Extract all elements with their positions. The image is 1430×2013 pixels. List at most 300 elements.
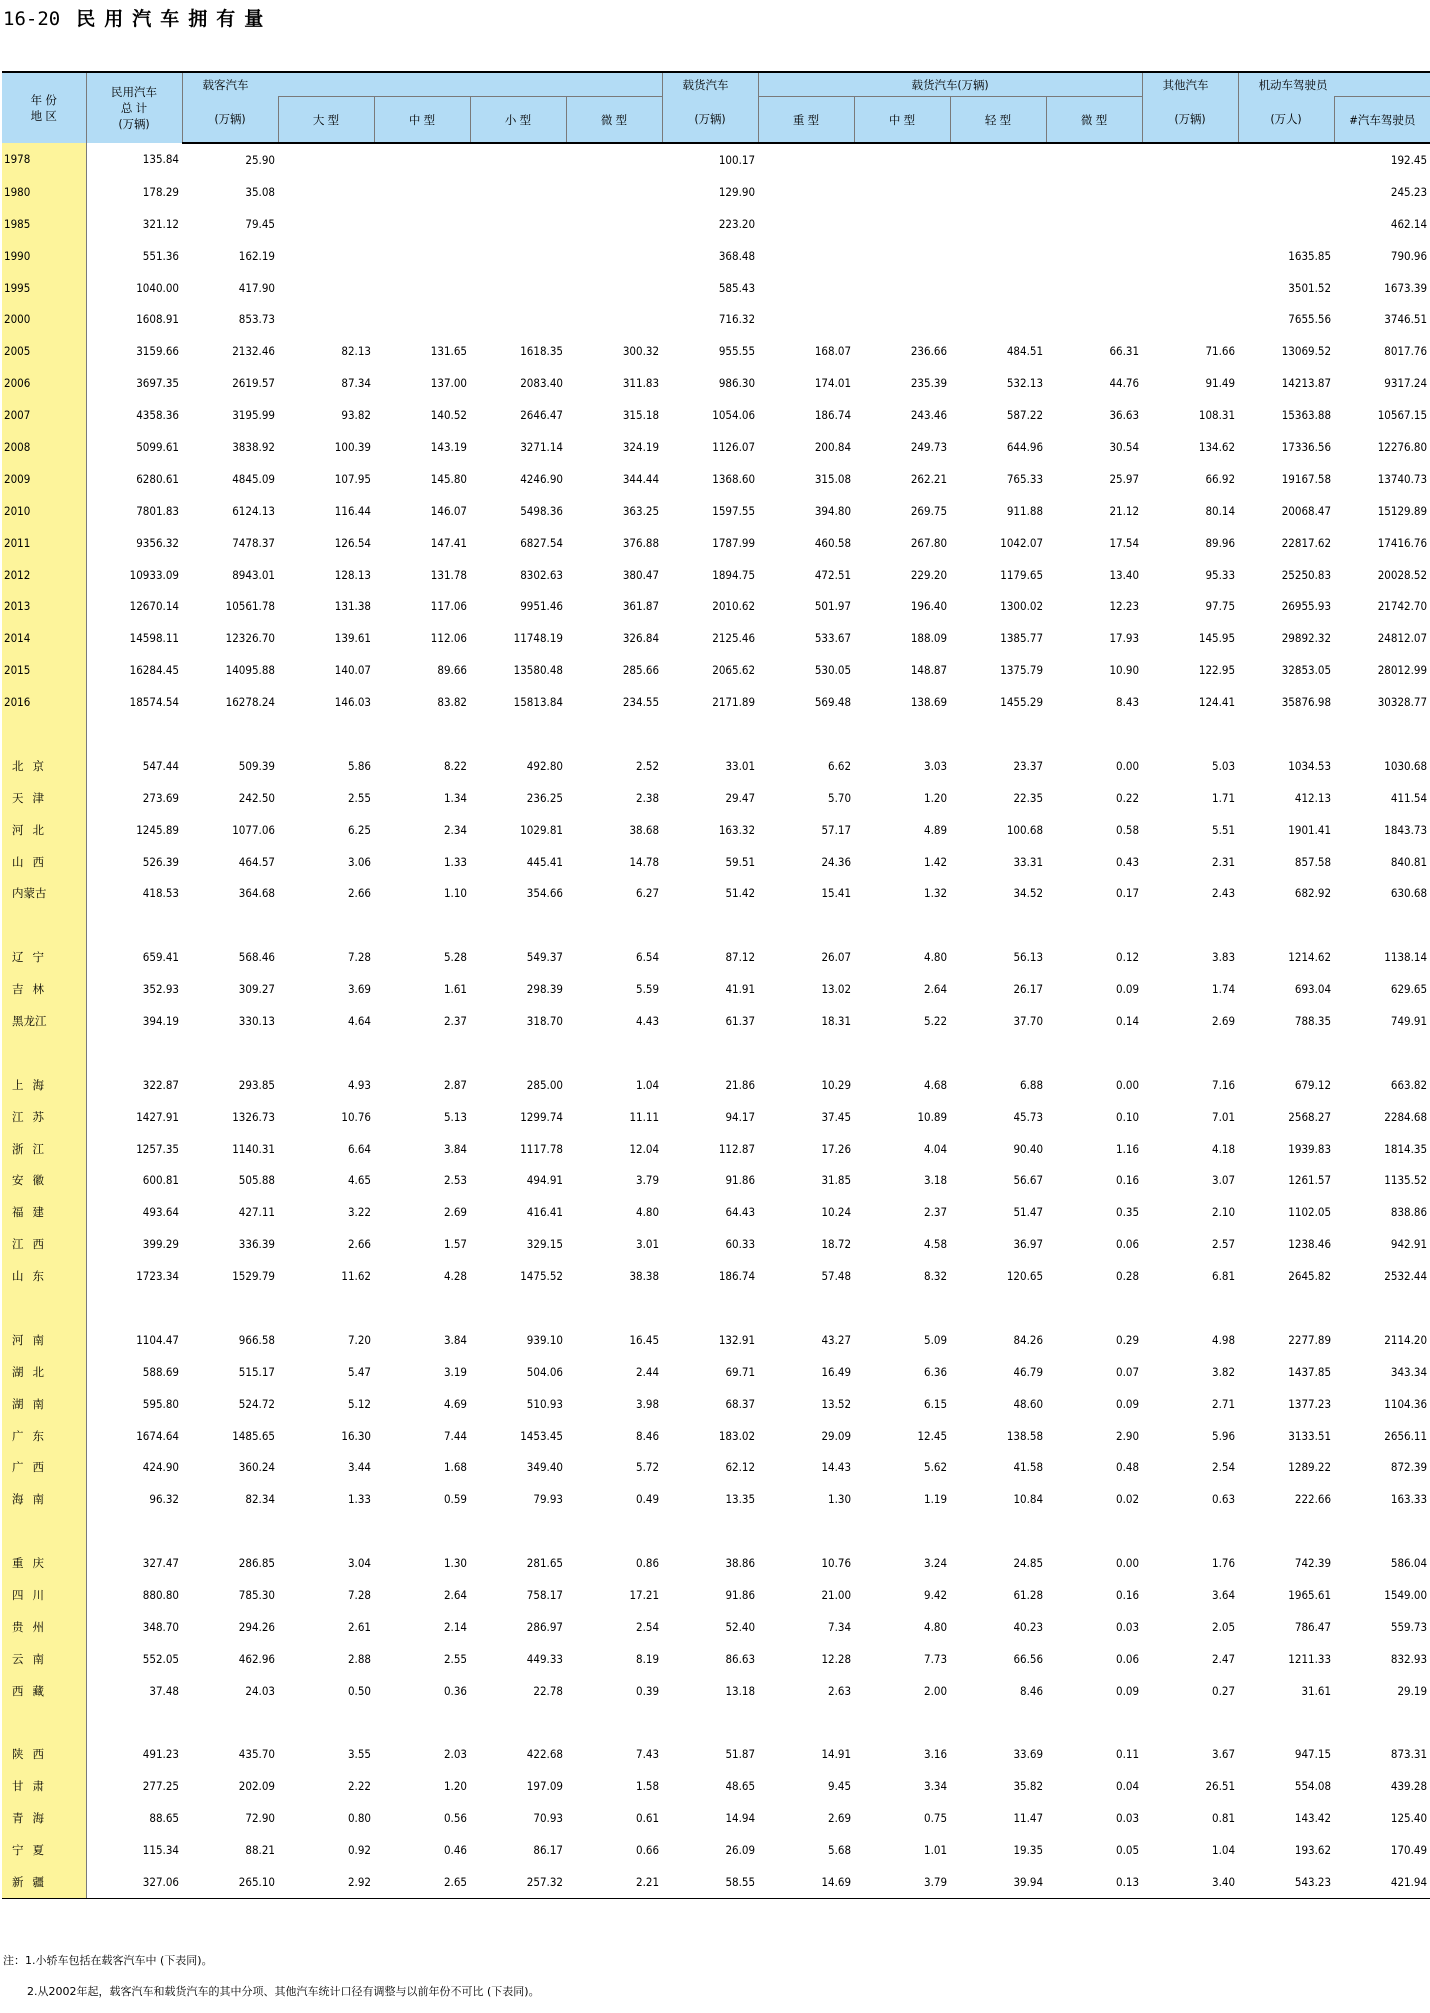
table-cell: 315.18	[622, 408, 660, 423]
table-cell: 10933.09	[129, 567, 179, 582]
table-cell: 460.58	[814, 535, 852, 550]
table-cell: 95.33	[1205, 567, 1236, 582]
table-cell: 2.54	[636, 1619, 660, 1634]
row-label: 江西	[2, 1228, 86, 1260]
table-cell	[758, 1037, 854, 1069]
footnotes	[3, 1945, 540, 2007]
table-cell: 8.46	[1020, 1683, 1044, 1698]
table-cell	[1142, 1515, 1238, 1547]
header-year-region	[2, 72, 86, 143]
table-cell: 5.70	[828, 790, 852, 805]
table-cell: 91.49	[1205, 376, 1236, 391]
table-cell: 222.66	[1294, 1492, 1332, 1507]
table-cell: 1140.31	[232, 1141, 275, 1156]
table-cell: 1135.52	[1384, 1173, 1428, 1188]
table-cell: 112.87	[718, 1141, 756, 1156]
header-total-unit: (万辆)	[118, 117, 150, 131]
table-cell: 4.18	[1212, 1141, 1236, 1156]
table-cell: 8.19	[636, 1651, 660, 1666]
table-cell: 1.34	[443, 790, 467, 805]
table-cell	[470, 303, 566, 335]
table-cell: 0.13	[1046, 1866, 1142, 1898]
table-cell: 2284.68	[1384, 1109, 1428, 1124]
table-cell: 1618.35	[520, 344, 563, 359]
table-cell: 40.23	[1013, 1619, 1044, 1634]
spacer-row	[2, 718, 1430, 750]
table-cell: 955.55	[718, 344, 756, 359]
table-row	[2, 399, 1430, 431]
table-cell: 18.72	[821, 1237, 852, 1252]
table-cell: 3746.51	[1384, 312, 1428, 327]
table-cell: 38.86	[725, 1556, 756, 1571]
table-cell: 6.25	[347, 822, 371, 837]
table-cell: 140.52	[430, 408, 467, 423]
table-cell: 8943.01	[232, 567, 275, 582]
table-cell: 286.85	[238, 1556, 275, 1571]
table-cell: 439.28	[1390, 1779, 1428, 1794]
table-cell: 14.69	[758, 1866, 854, 1898]
table-cell: 327.06	[86, 1866, 182, 1898]
row-label: 2006	[2, 367, 86, 399]
table-cell: 22817.62	[1281, 535, 1332, 550]
table-cell: 8.32	[924, 1269, 948, 1284]
table-cell: 1179.65	[1000, 567, 1044, 582]
table-cell: 24.36	[821, 854, 852, 869]
table-cell: 5.03	[1212, 758, 1236, 773]
table-cell: 7.44	[443, 1428, 467, 1443]
table-cell	[854, 303, 950, 335]
table-cell: 1.33	[347, 1492, 371, 1507]
table-cell: 62.12	[725, 1460, 756, 1475]
row-label: 山西	[2, 846, 86, 878]
table-cell: 449.33	[526, 1651, 563, 1666]
table-cell: 89.66	[437, 663, 467, 678]
spacer-row	[2, 1292, 1430, 1324]
table-cell: 14598.11	[129, 631, 179, 646]
table-cell	[950, 272, 1046, 304]
table-cell: 416.41	[526, 1205, 563, 1220]
table-cell: 56.13	[1013, 950, 1044, 965]
row-label: 陕西	[2, 1739, 86, 1771]
table-cell: 2.53	[443, 1173, 467, 1188]
table-cell: 126.54	[334, 535, 371, 550]
header-passenger-unit: (万辆)	[182, 97, 278, 144]
table-cell: 234.55	[622, 695, 660, 710]
table-cell: 7478.37	[232, 535, 275, 550]
table-cell: 15363.88	[1281, 408, 1332, 423]
table-cell: 5.72	[636, 1460, 660, 1475]
table-cell	[1334, 1037, 1430, 1069]
table-cell: 61.28	[1013, 1588, 1044, 1603]
table-cell: 9951.46	[520, 599, 563, 614]
table-cell	[1046, 303, 1142, 335]
table-cell: 2.47	[1212, 1651, 1236, 1666]
table-row	[2, 559, 1430, 591]
table-cell: 48.65	[725, 1779, 756, 1794]
table-cell: 1.58	[636, 1779, 660, 1794]
table-cell: 0.75	[924, 1811, 948, 1826]
table-cell	[854, 272, 950, 304]
table-cell: 3.64	[1212, 1588, 1236, 1603]
table-cell: 145.80	[430, 471, 467, 486]
table-cell: 125.40	[1390, 1811, 1428, 1826]
table-cell: 35.82	[1013, 1779, 1044, 1794]
table-cell: 7801.83	[136, 503, 179, 518]
table-cell: 39.94	[950, 1866, 1046, 1898]
table-cell	[278, 1037, 374, 1069]
table-cell: 178.29	[142, 184, 179, 199]
table-cell: 112.06	[430, 631, 467, 646]
table-cell: 22.35	[1013, 790, 1044, 805]
header-other-group: 其他汽车	[1142, 72, 1238, 97]
table-cell: 2010.62	[712, 599, 756, 614]
table-cell: 1138.14	[1384, 950, 1428, 965]
table-cell: 0.07	[1116, 1364, 1140, 1379]
table-cell: 286.97	[526, 1619, 563, 1634]
table-cell: 163.33	[1390, 1492, 1428, 1507]
header-truck-medium: 中 型	[854, 97, 950, 144]
table-cell: 1077.06	[232, 822, 275, 837]
table-cell: 6.15	[924, 1396, 948, 1411]
row-label: 2007	[2, 399, 86, 431]
table-cell: 494.91	[526, 1173, 563, 1188]
table-cell: 1257.35	[136, 1141, 179, 1156]
table-cell	[950, 208, 1046, 240]
table-cell: 139.61	[334, 631, 371, 646]
table-cell: 1529.79	[232, 1269, 275, 1284]
row-label: 新疆	[2, 1866, 86, 1898]
table-cell: 265.10	[182, 1866, 278, 1898]
table-cell: 20068.47	[1281, 503, 1332, 518]
table-cell: 100.39	[334, 439, 371, 454]
table-cell: 5.62	[924, 1460, 948, 1475]
table-cell: 6124.13	[232, 503, 275, 518]
table-cell: 0.39	[636, 1683, 660, 1698]
table-cell: 16.45	[629, 1332, 660, 1347]
table-cell: 2.71	[1212, 1396, 1236, 1411]
table-cell: 0.00	[1116, 1077, 1140, 1092]
table-cell: 0.59	[443, 1492, 467, 1507]
table-cell: 13.18	[725, 1683, 756, 1698]
table-row	[2, 686, 1430, 718]
table-cell: 10.89	[917, 1109, 948, 1124]
table-cell: 236.25	[526, 790, 563, 805]
table-cell: 14.94	[725, 1811, 756, 1826]
table-row	[2, 143, 1430, 176]
table-cell: 4246.90	[520, 471, 563, 486]
table-cell: 554.08	[1294, 1779, 1332, 1794]
table-cell: 1368.60	[712, 471, 756, 486]
table-cell	[1142, 1707, 1238, 1739]
table-cell: 34.52	[1013, 886, 1044, 901]
table-cell	[662, 1037, 758, 1069]
table-cell: 326.84	[622, 631, 660, 646]
table-row	[2, 1611, 1430, 1643]
table-cell	[278, 143, 374, 176]
table-row	[2, 1356, 1430, 1388]
table-cell: 21.12	[1109, 503, 1140, 518]
row-label: 西藏	[2, 1675, 86, 1707]
table-cell: 4358.36	[136, 408, 179, 423]
table-cell: 31.61	[1301, 1683, 1332, 1698]
row-label: 辽宁	[2, 941, 86, 973]
table-cell: 88.65	[149, 1811, 179, 1826]
table-cell: 4.93	[347, 1077, 371, 1092]
table-cell: 0.11	[1116, 1747, 1140, 1762]
table-cell: 0.56	[443, 1811, 467, 1826]
table-row	[2, 1483, 1430, 1515]
table-cell	[1142, 718, 1238, 750]
table-cell: 1.57	[443, 1237, 467, 1252]
table-cell: 15129.89	[1377, 503, 1428, 518]
table-cell: 2.14	[443, 1619, 467, 1634]
table-cell: 1.04	[1212, 1843, 1236, 1858]
table-cell: 3.55	[347, 1747, 371, 1762]
table-row	[2, 1165, 1430, 1197]
table-cell: 939.10	[526, 1332, 563, 1347]
table-cell: 1.32	[924, 886, 948, 901]
table-cell: 14.91	[821, 1747, 852, 1762]
table-cell	[1046, 718, 1142, 750]
table-cell: 3.44	[347, 1460, 371, 1475]
table-cell: 1289.22	[1288, 1460, 1332, 1475]
table-cell: 1326.73	[232, 1109, 275, 1124]
table-cell	[950, 1292, 1046, 1324]
table-cell: 785.30	[238, 1588, 275, 1603]
table-cell: 5.86	[347, 758, 371, 773]
table-cell	[1334, 1707, 1430, 1739]
table-cell	[182, 1515, 278, 1547]
table-cell: 2.87	[443, 1077, 467, 1092]
table-cell: 2619.57	[232, 376, 275, 391]
table-cell: 108.31	[1198, 408, 1236, 423]
table-cell: 663.82	[1390, 1077, 1428, 1092]
table-cell: 322.87	[142, 1077, 179, 1092]
row-label: 1980	[2, 176, 86, 208]
table-cell: 29.47	[725, 790, 756, 805]
row-label: 甘肃	[2, 1770, 86, 1802]
table-cell: 13.40	[1109, 567, 1140, 582]
header-total	[86, 72, 182, 143]
table-cell	[374, 143, 470, 176]
table-cell: 1.76	[1212, 1556, 1236, 1571]
table-cell: 2.44	[636, 1364, 660, 1379]
table-cell: 21742.70	[1377, 599, 1428, 614]
table-cell: 462.14	[1390, 216, 1428, 231]
table-number: 16-20	[3, 8, 61, 30]
table-cell	[1046, 1707, 1142, 1739]
table-cell: 853.73	[238, 312, 275, 327]
table-cell	[1334, 1292, 1430, 1324]
table-cell	[86, 1515, 182, 1547]
spacer-row	[2, 1515, 1430, 1547]
table-cell	[1142, 240, 1238, 272]
table-cell	[662, 1292, 758, 1324]
table-cell: 524.72	[238, 1396, 275, 1411]
table-row	[2, 1802, 1430, 1834]
table-cell: 298.39	[526, 982, 563, 997]
table-cell: 0.12	[1116, 950, 1140, 965]
table-cell: 435.70	[238, 1747, 275, 1762]
header-passenger-group: 载客汽车	[182, 72, 662, 97]
table-cell	[278, 1707, 374, 1739]
header-truck-group: 载货汽车(万辆)	[758, 72, 1142, 97]
table-row	[2, 335, 1430, 367]
table-cell: 1.74	[1212, 982, 1236, 997]
table-cell: 0.36	[443, 1683, 467, 1698]
table-cell: 1.19	[924, 1492, 948, 1507]
table-cell	[374, 718, 470, 750]
table-cell: 12326.70	[225, 631, 275, 646]
table-cell	[854, 1037, 950, 1069]
table-cell: 1673.39	[1384, 280, 1428, 295]
table-cell	[1238, 1707, 1334, 1739]
table-row	[2, 240, 1430, 272]
table-name: 民用汽车拥有量	[76, 8, 273, 30]
table-cell	[1142, 303, 1238, 335]
table-cell: 2.69	[443, 1205, 467, 1220]
table-row	[2, 1228, 1430, 1260]
table-cell: 3.84	[443, 1332, 467, 1347]
table-cell: 510.93	[526, 1396, 563, 1411]
table-cell: 568.46	[238, 950, 275, 965]
table-cell: 3.79	[636, 1173, 660, 1188]
table-cell: 12670.14	[129, 599, 179, 614]
table-cell: 17416.76	[1377, 535, 1428, 550]
table-cell: 60.33	[725, 1237, 756, 1252]
header-total-line2: 总 计	[120, 101, 148, 115]
table-cell: 0.29	[1116, 1332, 1140, 1347]
table-cell: 4.43	[636, 1013, 660, 1028]
table-cell: 66.92	[1205, 471, 1236, 486]
table-cell: 947.15	[1294, 1747, 1332, 1762]
table-cell	[854, 1515, 950, 1547]
table-cell: 168.07	[814, 344, 852, 359]
table-cell: 8302.63	[520, 567, 563, 582]
table-cell: 3133.51	[1288, 1428, 1332, 1443]
table-cell	[1142, 143, 1238, 176]
table-cell: 3.03	[924, 758, 948, 773]
table-cell: 394.80	[814, 503, 852, 518]
table-cell: 742.39	[1294, 1556, 1332, 1571]
table-cell: 749.91	[1390, 1013, 1428, 1028]
table-cell: 2.66	[347, 1237, 371, 1252]
table-cell: 445.41	[526, 854, 563, 869]
table-cell	[374, 272, 470, 304]
row-label: 湖南	[2, 1388, 86, 1420]
table-cell	[182, 1292, 278, 1324]
table-cell	[86, 1292, 182, 1324]
table-cell: 424.90	[142, 1460, 179, 1475]
header-truck-total-unit: (万辆)	[662, 97, 758, 144]
table-cell: 1.61	[443, 982, 467, 997]
table-row	[2, 1005, 1430, 1037]
table-cell: 37.70	[1013, 1013, 1044, 1028]
table-cell: 418.53	[142, 886, 179, 901]
table-cell	[1046, 176, 1142, 208]
row-label: 1978	[2, 143, 86, 176]
table-cell: 318.70	[526, 1013, 563, 1028]
vehicle-table	[2, 71, 1430, 1899]
row-label: 广西	[2, 1452, 86, 1484]
table-cell	[566, 272, 662, 304]
table-cell: 138.69	[910, 695, 948, 710]
header-car-drivers: #汽车驾驶员	[1334, 97, 1430, 144]
table-cell: 25.90	[245, 152, 275, 167]
table-cell	[1046, 272, 1142, 304]
table-cell	[566, 718, 662, 750]
table-cell	[758, 176, 854, 208]
table-cell: 352.93	[142, 982, 179, 997]
table-cell: 38.38	[629, 1269, 660, 1284]
table-cell: 26.17	[1013, 982, 1044, 997]
table-cell: 13.02	[821, 982, 852, 997]
table-row	[2, 495, 1430, 527]
table-cell: 21.00	[821, 1588, 852, 1603]
table-cell: 2171.89	[712, 695, 756, 710]
table-cell: 2.37	[924, 1205, 948, 1220]
table-cell: 336.39	[238, 1237, 275, 1252]
table-cell: 462.96	[238, 1651, 275, 1666]
table-cell: 5.59	[636, 982, 660, 997]
row-label: 福建	[2, 1196, 86, 1228]
table-cell: 13069.52	[1281, 344, 1332, 359]
table-cell: 143.42	[1294, 1811, 1332, 1826]
table-cell: 174.01	[814, 376, 852, 391]
table-cell: 5.09	[924, 1332, 948, 1347]
table-cell	[758, 303, 854, 335]
table-cell: 5.68	[828, 1843, 852, 1858]
table-cell: 4.64	[347, 1013, 371, 1028]
table-cell: 1375.79	[1000, 663, 1044, 678]
table-cell: 257.32	[470, 1866, 566, 1898]
table-cell: 14095.88	[225, 663, 275, 678]
table-cell	[182, 1707, 278, 1739]
table-cell: 8.22	[443, 758, 467, 773]
table-cell: 145.95	[1198, 631, 1236, 646]
table-cell: 10.24	[821, 1205, 852, 1220]
table-cell: 1635.85	[1288, 248, 1332, 263]
table-cell	[1142, 208, 1238, 240]
table-row	[2, 814, 1430, 846]
table-cell: 183.02	[718, 1428, 756, 1443]
table-cell: 8017.76	[1384, 344, 1428, 359]
table-cell: 716.32	[718, 312, 756, 327]
table-cell: 1.20	[924, 790, 948, 805]
table-cell: 26.07	[821, 950, 852, 965]
table-cell: 2.21	[566, 1866, 662, 1898]
table-cell: 129.90	[718, 184, 756, 199]
table-cell: 0.22	[1116, 790, 1140, 805]
table-cell: 87.34	[341, 376, 371, 391]
table-cell: 547.44	[142, 758, 179, 773]
table-cell: 361.87	[622, 599, 660, 614]
row-label: 北京	[2, 750, 86, 782]
table-cell: 30328.77	[1377, 695, 1428, 710]
table-cell: 7.28	[347, 950, 371, 965]
table-cell: 10.90	[1109, 663, 1140, 678]
table-cell: 1843.73	[1384, 822, 1428, 837]
table-cell: 7.20	[347, 1332, 371, 1347]
table-cell: 69.71	[725, 1364, 756, 1379]
table-cell: 28012.99	[1377, 663, 1428, 678]
table-cell: 29892.32	[1281, 631, 1332, 646]
table-cell: 90.40	[1013, 1141, 1044, 1156]
table-cell: 0.05	[1116, 1843, 1140, 1858]
table-cell: 348.70	[142, 1619, 179, 1634]
table-cell: 1.30	[443, 1556, 467, 1571]
table-cell: 24.85	[1013, 1556, 1044, 1571]
